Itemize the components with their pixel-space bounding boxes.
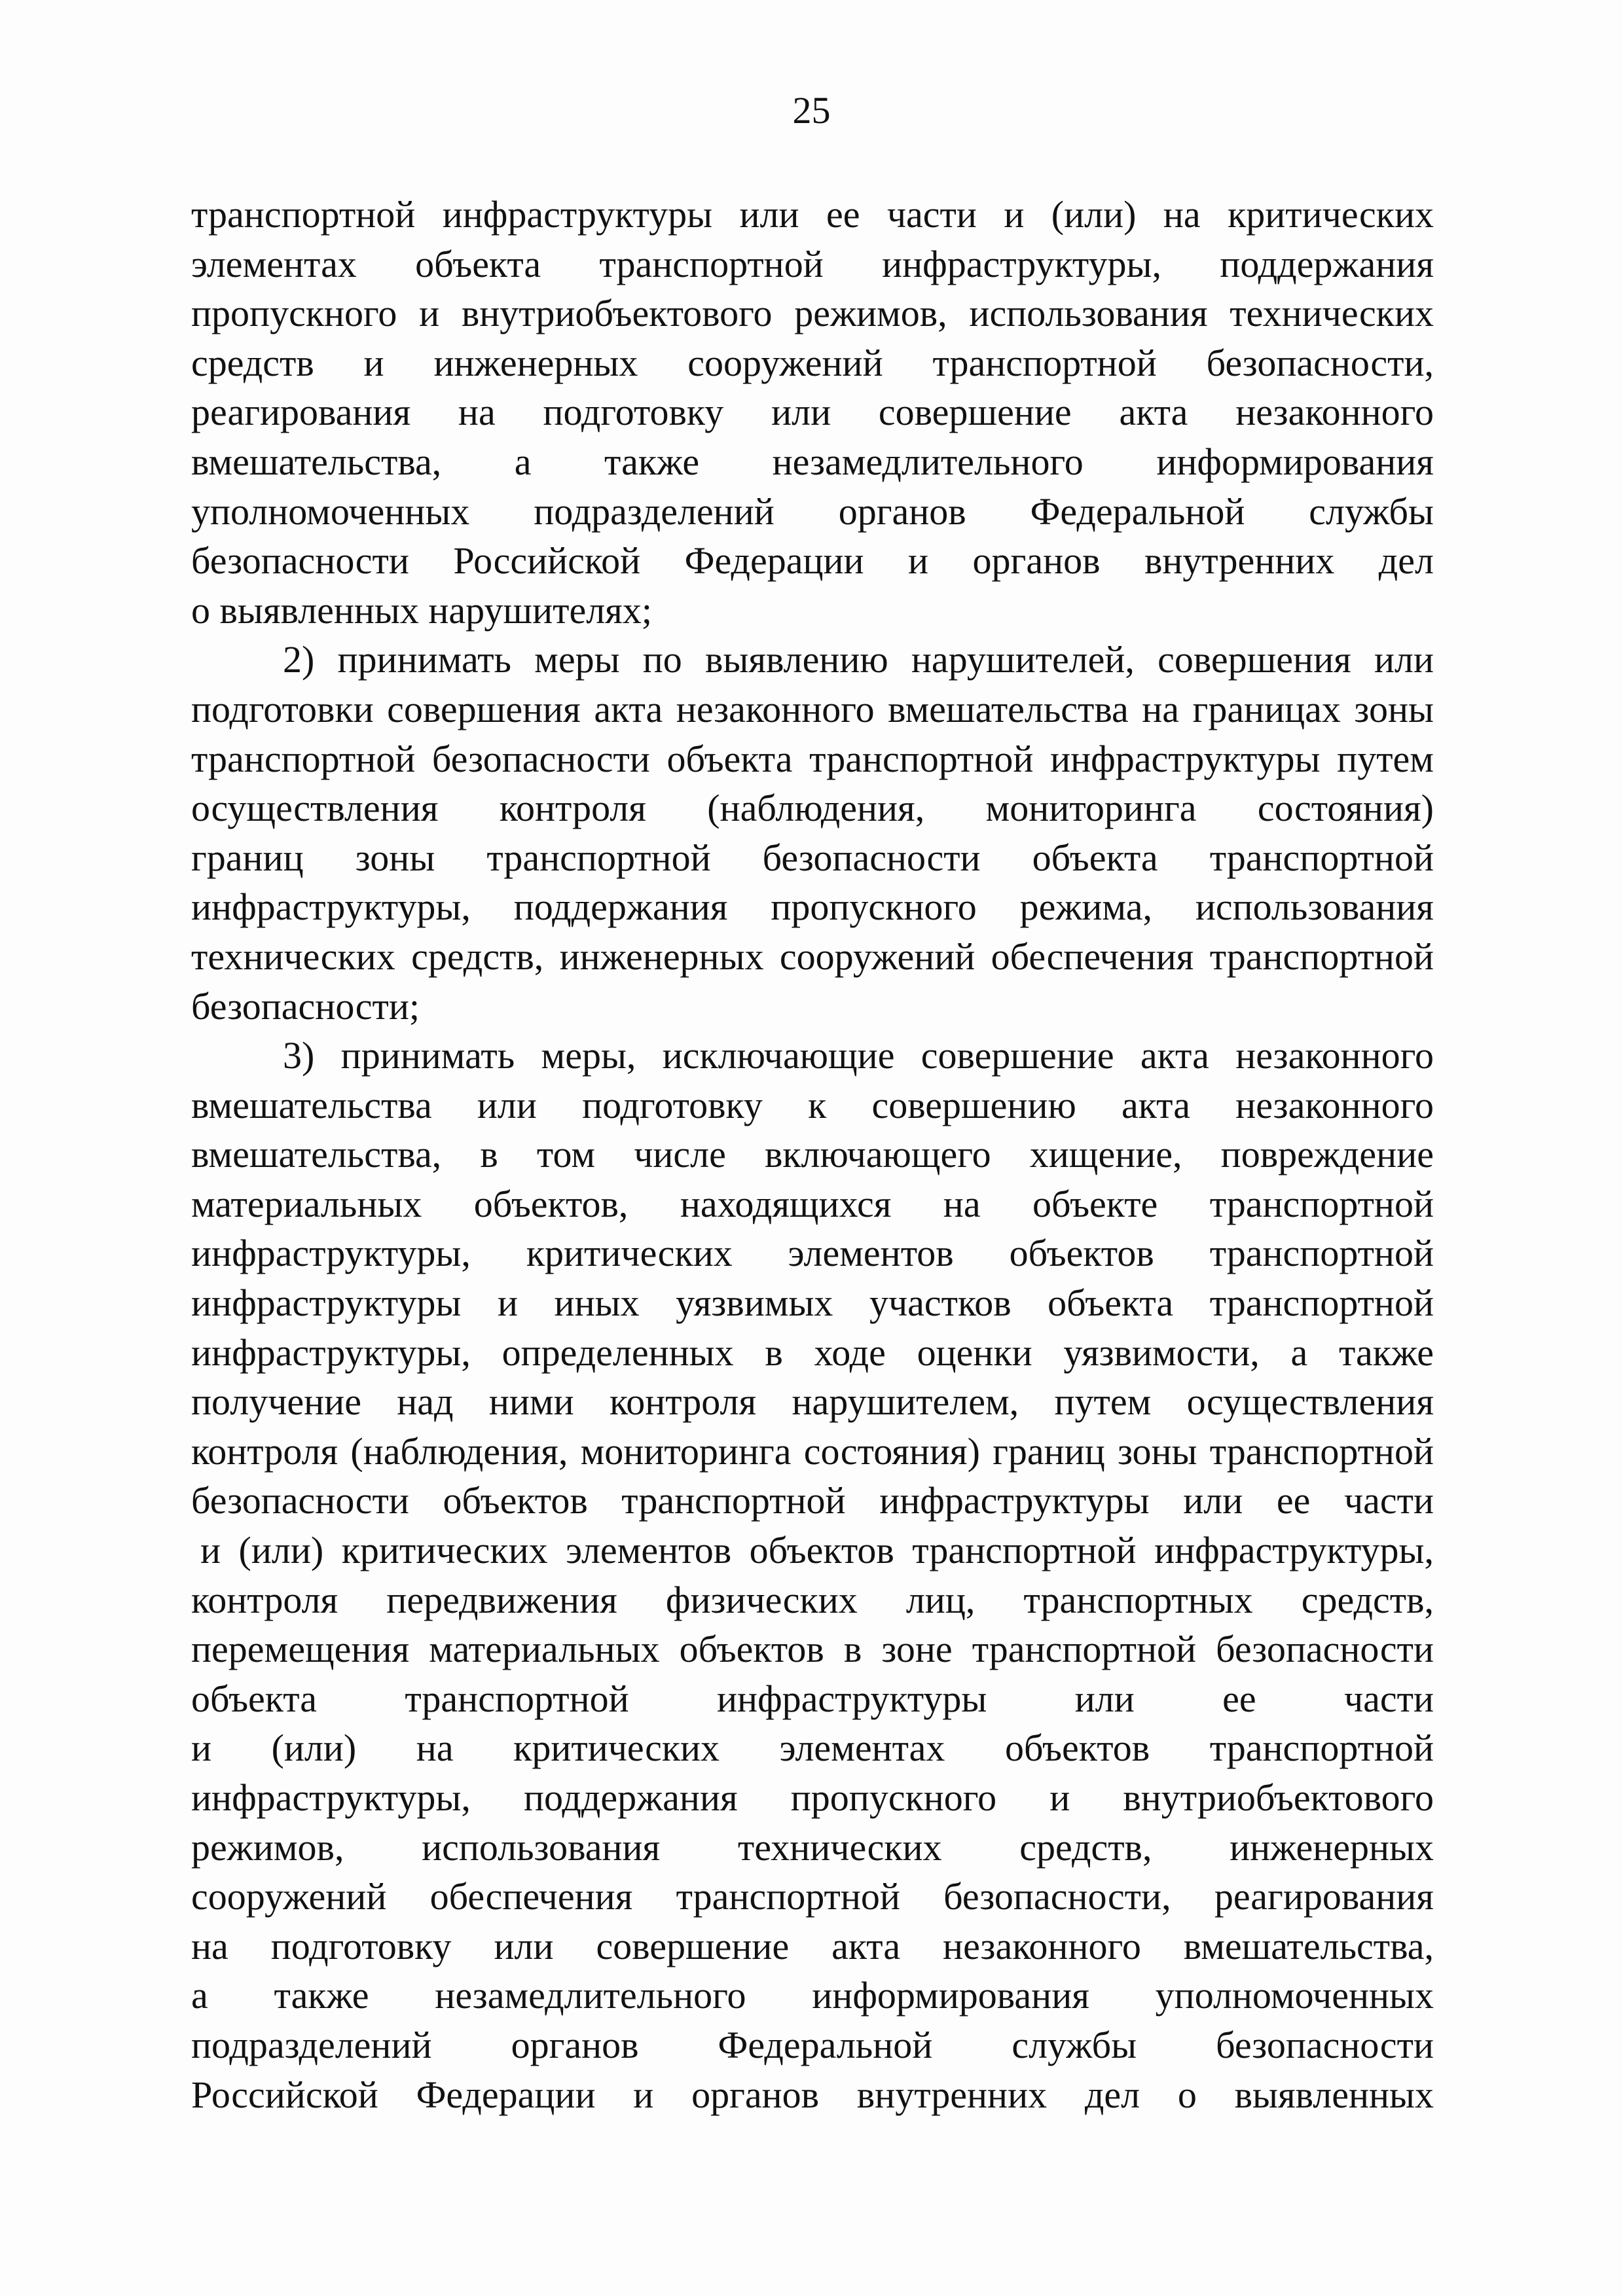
text-line: безопасности; xyxy=(191,984,420,1028)
text-line: инфраструктуры, поддержания пропускного режима, использования xyxy=(191,886,1434,929)
text-line: а также незамедлительного информирования уполномоченных xyxy=(191,1974,1434,2017)
text-line: сооружений обеспечения транспортной безопасности, реагирования xyxy=(191,1875,1434,1918)
text-line: технических средств, инженерных сооружений обеспечения транспортной xyxy=(191,935,1434,978)
text-line: контроля (наблюдения, мониторинга состояния) границ зоны транспортной xyxy=(191,1429,1434,1473)
text-line: безопасности объектов транспортной инфраструктуры или ее части xyxy=(191,1479,1434,1522)
paragraph-1 xyxy=(191,190,1434,635)
text-line: вмешательства, а также незамедлительного информирования xyxy=(191,440,1434,483)
text-line: транспортной безопасности объекта транспортной инфраструктуры путем xyxy=(191,737,1434,780)
text-line: получение над ними контроля нарушителем, путем осуществления xyxy=(191,1380,1434,1424)
text-line: элементах объекта транспортной инфраструктуры, поддержания xyxy=(191,242,1434,285)
text-line: контроля передвижения физических лиц, транспортных средств, xyxy=(191,1578,1434,1621)
text-line: границ зоны транспортной безопасности объекта транспортной xyxy=(191,836,1434,879)
text-line: инфраструктуры, определенных в ходе оценки уязвимости, а также xyxy=(191,1331,1434,1374)
text-line: подготовки совершения акта незаконного вмешательства на границах зоны xyxy=(191,687,1434,730)
text-line: 3) принимать меры, исключающие совершение акта незаконного xyxy=(283,1034,1434,1077)
text-line: средств и инженерных сооружений транспортной безопасности, xyxy=(191,341,1434,384)
text-line: осуществления контроля (наблюдения, мониторинга состояния) xyxy=(191,787,1434,830)
text-line: и (или) критических элементов объектов транспортной инфраструктуры, xyxy=(200,1529,1434,1572)
text-line: перемещения материальных объектов в зоне транспортной безопасности xyxy=(191,1628,1434,1671)
text-line: о выявленных нарушителях; xyxy=(191,588,652,632)
text-line: уполномоченных подразделений органов Федеральной службы xyxy=(191,490,1434,533)
text-line: подразделений органов Федеральной службы безопасности xyxy=(191,2023,1434,2066)
text-line: инфраструктуры, критических элементов объектов транспортной xyxy=(191,1232,1434,1275)
text-line: реагирования на подготовку или совершение акта незаконного xyxy=(191,391,1434,434)
text-line: материальных объектов, находящихся на объекте транспортной xyxy=(191,1182,1434,1225)
text-line: инфраструктуры, поддержания пропускного и внутриобъектового xyxy=(191,1776,1434,1819)
text-line: пропускного и внутриобъектового режимов, использования технических xyxy=(191,292,1434,335)
text-line: транспортной инфраструктуры или ее части и (или) на критических xyxy=(191,193,1434,236)
text-line: объекта транспортной инфраструктуры или ее части xyxy=(191,1677,1434,1720)
text-line: 2) принимать меры по выявлению нарушителей, совершения или xyxy=(283,638,1434,681)
paragraph-3 xyxy=(191,1031,1434,2119)
text-line: и (или) на критических элементах объектов транспортной xyxy=(191,1727,1434,1770)
text-line: вмешательства или подготовку к совершению акта незаконного xyxy=(191,1083,1434,1126)
text-line: вмешательства, в том числе включающего хищение, повреждение xyxy=(191,1133,1434,1176)
text-line: Российской Федерации и органов внутренних дел о выявленных xyxy=(191,2073,1434,2116)
text-line: безопасности Российской Федерации и органов внутренних дел xyxy=(191,539,1434,583)
text-line: режимов, использования технических средств, инженерных xyxy=(191,1825,1434,1869)
page-number: 25 xyxy=(792,89,831,132)
text-line: на подготовку или совершение акта незаконного вмешательства, xyxy=(191,1924,1434,1967)
text-line: инфраструктуры и иных уязвимых участков объекта транспортной xyxy=(191,1282,1434,1325)
paragraph-2 xyxy=(191,635,1434,1031)
document-body xyxy=(191,190,1434,2119)
